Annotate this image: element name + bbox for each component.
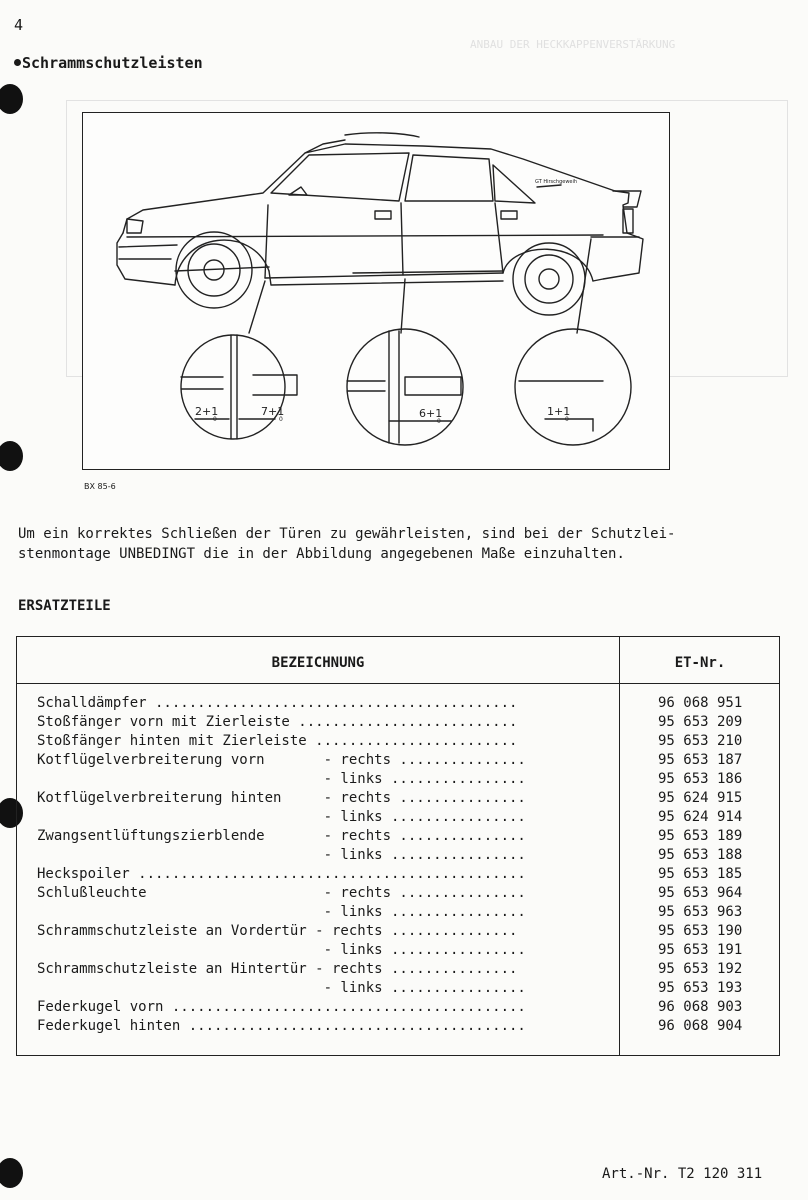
column-header-number: ET-Nr. bbox=[674, 655, 726, 671]
part-number: 95 653 190 bbox=[658, 923, 743, 939]
part-number: 95 653 209 bbox=[658, 714, 743, 730]
part-description: Stoßfänger vorn mit Zierleiste .......................... bbox=[37, 714, 518, 730]
table-row bbox=[17, 694, 779, 713]
part-description: Heckspoiler .............................................. bbox=[37, 866, 526, 882]
section-bullet bbox=[14, 59, 21, 66]
part-description: Schalldämpfer ........................................... bbox=[37, 695, 518, 711]
part-number: 95 653 188 bbox=[658, 847, 743, 863]
part-description: - links ................ bbox=[37, 809, 526, 825]
part-description: Kotflügelverbreiterung hinten - rechts ............... bbox=[37, 790, 526, 806]
part-description: - links ................ bbox=[37, 847, 526, 863]
column-header-name: BEZEICHNUNG bbox=[271, 655, 365, 671]
table-row bbox=[17, 808, 779, 827]
part-number: 95 624 914 bbox=[658, 809, 743, 825]
punch-hole bbox=[0, 1158, 23, 1188]
dimension-label: 6+1 bbox=[419, 407, 443, 420]
parts-table bbox=[16, 636, 780, 1056]
rear-badge: GT Hirschgeweih bbox=[535, 179, 578, 185]
dimension-sub: 0 bbox=[279, 416, 283, 423]
punch-hole bbox=[0, 441, 23, 471]
part-description: Federkugel vorn .......................................... bbox=[37, 999, 526, 1015]
table-row bbox=[17, 713, 779, 732]
dimension-label: 7+1 bbox=[261, 405, 285, 418]
part-description: Schrammschutzleiste an Vordertür - rechts ............... bbox=[37, 923, 518, 939]
part-number: 95 653 191 bbox=[658, 942, 743, 958]
dimension-label: 1+1 bbox=[547, 405, 571, 418]
table-row bbox=[17, 941, 779, 960]
part-description: Stoßfänger hinten mit Zierleiste ........................ bbox=[37, 733, 518, 749]
section-title: Schrammschutzleisten bbox=[22, 54, 203, 72]
car-illustration bbox=[82, 112, 670, 470]
figure-code: BX 85-6 bbox=[84, 482, 116, 491]
note-line: stenmontage UNBEDINGT die in der Abbildung angegebenen Maße einzuhalten. bbox=[18, 546, 625, 562]
table-body bbox=[17, 694, 779, 1036]
table-row bbox=[17, 884, 779, 903]
part-number: 95 653 185 bbox=[658, 866, 743, 882]
table-row bbox=[17, 922, 779, 941]
table-row bbox=[17, 789, 779, 808]
table-row bbox=[17, 979, 779, 998]
part-number: 95 653 963 bbox=[658, 904, 743, 920]
table-row bbox=[17, 903, 779, 922]
header-rule bbox=[17, 683, 779, 684]
part-description: Schlußleuchte - rechts ............... bbox=[37, 885, 526, 901]
table-row bbox=[17, 1017, 779, 1036]
part-description: - links ................ bbox=[37, 980, 526, 996]
table-row bbox=[17, 732, 779, 751]
table-row bbox=[17, 846, 779, 865]
part-description: - links ................ bbox=[37, 771, 526, 787]
part-number: 95 653 193 bbox=[658, 980, 743, 996]
assembly-note bbox=[18, 524, 788, 564]
bleed-through-text: ANBAU DER HECKKAPPENVERSTÄRKUNG bbox=[470, 38, 676, 51]
page-number: 4 bbox=[14, 16, 24, 34]
note-line: Um ein korrektes Schließen der Türen zu gewährleisten, sind bei der Schutzlei- bbox=[18, 526, 676, 542]
table-row bbox=[17, 827, 779, 846]
part-description: Schrammschutzleiste an Hintertür - rechts ............... bbox=[37, 961, 518, 977]
dimension-sub: 0 bbox=[213, 416, 217, 423]
table-row bbox=[17, 865, 779, 884]
article-number: Art.-Nr. T2 120 311 bbox=[602, 1166, 763, 1182]
part-description: Kotflügelverbreiterung vorn - rechts ............... bbox=[37, 752, 526, 768]
part-number: 96 068 904 bbox=[658, 1018, 743, 1034]
part-number: 95 624 915 bbox=[658, 790, 743, 806]
dimension-sub: 0 bbox=[437, 418, 441, 425]
part-number: 95 653 187 bbox=[658, 752, 743, 768]
part-number: 95 653 186 bbox=[658, 771, 743, 787]
part-number: 95 653 192 bbox=[658, 961, 743, 977]
table-row bbox=[17, 998, 779, 1017]
punch-hole bbox=[0, 84, 23, 114]
part-number: 95 653 189 bbox=[658, 828, 743, 844]
table-row bbox=[17, 960, 779, 979]
parts-heading: ERSATZTEILE bbox=[18, 598, 111, 614]
part-description: - links ................ bbox=[37, 904, 526, 920]
part-description: Federkugel hinten ........................................ bbox=[37, 1018, 526, 1034]
part-number: 95 653 210 bbox=[658, 733, 743, 749]
part-description: - links ................ bbox=[37, 942, 526, 958]
dimension-sub: 0 bbox=[565, 416, 569, 423]
dimension-label: 2+1 bbox=[195, 405, 219, 418]
part-number: 96 068 903 bbox=[658, 999, 743, 1015]
part-number: 95 653 964 bbox=[658, 885, 743, 901]
part-number: 96 068 951 bbox=[658, 695, 743, 711]
table-row bbox=[17, 770, 779, 789]
part-description: Zwangsentlüftungszierblende - rechts ............... bbox=[37, 828, 526, 844]
table-row bbox=[17, 751, 779, 770]
car-side-view-drawing bbox=[83, 113, 669, 469]
